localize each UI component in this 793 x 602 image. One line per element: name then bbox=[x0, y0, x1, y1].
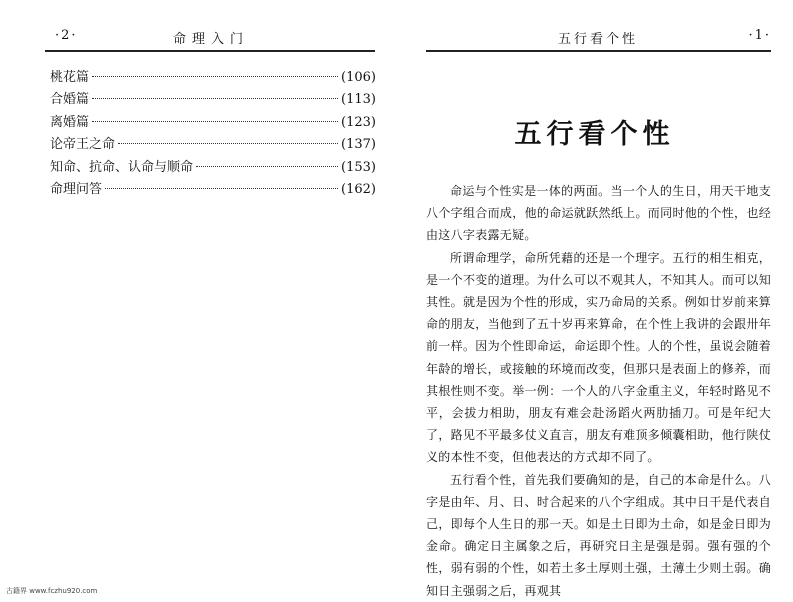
dot-leader bbox=[118, 143, 338, 144]
left-page-header bbox=[45, 28, 375, 48]
toc-entry-page: (113) bbox=[341, 92, 376, 108]
toc-entry-page: (106) bbox=[341, 70, 376, 85]
toc-entry-title: 论帝王之命 bbox=[50, 137, 116, 153]
toc-entry-title: 离婚篇 bbox=[50, 114, 90, 130]
toc-entry bbox=[50, 133, 376, 155]
toc-entry-title: 桃花篇 bbox=[50, 70, 90, 85]
dot-leader bbox=[92, 121, 338, 122]
watermark-text: 古籍界 www.fczhu920.com bbox=[6, 587, 98, 595]
header-rule bbox=[426, 50, 771, 52]
body-paragraph: 命运与个性实是一体的两面。当一个人的生日，用天干地支八个字组合而成，他的命运就跃然纸上。而同时他的个性，也经由这八字表露无疑。 bbox=[426, 184, 771, 243]
left-running-title: 命理入门 bbox=[173, 32, 250, 47]
toc-entry-title: 知命、抗命、认命与顺命 bbox=[50, 159, 194, 175]
toc-entry-title: 合婚篇 bbox=[50, 92, 90, 108]
left-page bbox=[0, 0, 396, 600]
toc-entry bbox=[50, 111, 376, 133]
toc-entry-page: (123) bbox=[341, 114, 376, 130]
table-of-contents bbox=[50, 66, 376, 200]
right-page bbox=[396, 0, 793, 600]
toc-entry bbox=[50, 88, 376, 110]
left-page-number: ·2· bbox=[55, 28, 78, 43]
body-paragraph: 五行看个性，首先我们要确知的是，自己的本命是什么。八字是由年、月、日、时合起来的八个字组成。其中日干是代表自己，即每个人生日的那一天。如是土日即为土命，如是金日即为金命。确定日主属象之后，再研究日主是强是弱。强有强的个性，弱有弱的个性，如若土多土厚则土强，土薄土少则土弱。确知日主强弱之后，再观其 bbox=[426, 472, 771, 598]
dot-leader bbox=[92, 76, 338, 77]
toc-entry-page: (137) bbox=[341, 137, 376, 153]
toc-entry-title: 命理问答 bbox=[50, 181, 103, 197]
toc-entry bbox=[50, 156, 376, 178]
toc-entry bbox=[50, 178, 376, 200]
toc-entry-page: (153) bbox=[341, 159, 376, 175]
chapter-body bbox=[426, 180, 771, 602]
toc-entry-page: (162) bbox=[341, 181, 376, 197]
header-rule bbox=[45, 50, 375, 52]
right-page-number: ·1· bbox=[748, 28, 771, 43]
right-running-title: 五行看个性 bbox=[558, 32, 639, 47]
toc-entry bbox=[50, 66, 376, 88]
right-page-header bbox=[426, 28, 771, 48]
dot-leader bbox=[196, 166, 338, 167]
chapter-title: 五行看个性 bbox=[514, 119, 675, 150]
dot-leader bbox=[92, 98, 338, 99]
dot-leader bbox=[105, 188, 338, 189]
body-paragraph: 所谓命理学，命所凭藉的还是一个理字。五行的相生相克，是一个不变的道理。为什么可以不观其人，不知其人。而可以知其性。就是因为个性的形成，实乃命局的关系。例如廿岁前来算命的朋友，当他到了五十岁再来算命，在个性上我讲的会跟卅年前一样。因为个性即命运，命运即个性。人的个性，虽说会随着年龄的增长，或接触的环境而改变，但那只是表面上的修养，而其根性则不变。举一例：一个人的八字金重主义，年轻时路见不平，会拔力相助，朋友有难会赴汤蹈火两肋插刀。可是年纪大了，路见不平最多仗义直言，朋友有难顶多倾囊相助，他行陕仗义的本性不变，但他表达的方式却不同了。 bbox=[426, 250, 771, 465]
